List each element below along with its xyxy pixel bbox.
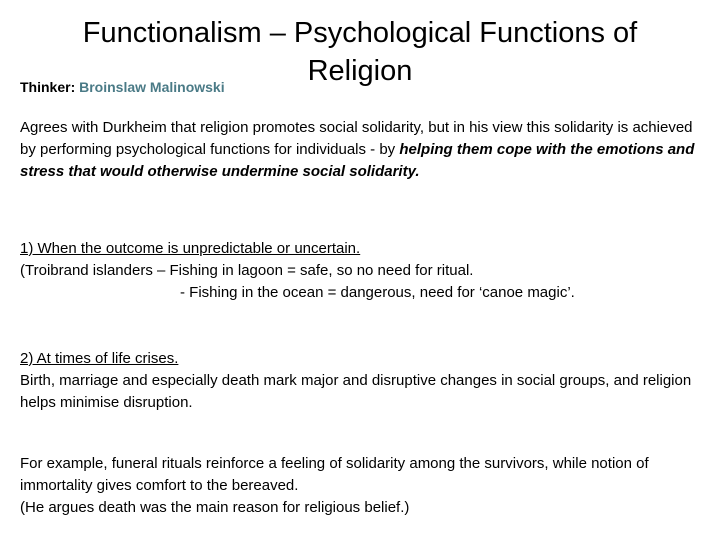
- intro-emphasis-text: helping them cope with the emotions and stress that would otherwise undermine social solidarity.: [20, 141, 695, 180]
- section-life-crises: [20, 348, 700, 414]
- section2-text: Birth, marriage and especially death mark major and disruptive changes in social groups, and religion helps minimise disruption.: [20, 372, 692, 411]
- intro-paragraph: [20, 117, 700, 183]
- section-example: [20, 453, 700, 519]
- section1-line1: (Troibrand islanders – Fishing in lagoon = safe, so no need for ritual.: [20, 262, 474, 279]
- section1-heading: 1) When the outcome is unpredictable or uncertain.: [20, 240, 361, 257]
- thinker-line: [20, 79, 225, 95]
- slide-title: Functionalism – Psychological Functions of Religion: [82, 17, 638, 87]
- section3-text: For example, funeral rituals reinforce a feeling of solidarity among the survivors, while notion of immortality gives comfort to the bereaved.: [20, 455, 649, 494]
- section1-line2: - Fishing in the ocean = dangerous, need for ‘canoe magic’.: [180, 284, 575, 301]
- thinker-name: Broinslaw Malinowski: [79, 79, 225, 95]
- intro-plain-text: Agrees with Durkheim that religion promotes social solidarity, but in his view this solidarity is achieved by performing psychological functions for individuals - by: [20, 119, 693, 158]
- section-unpredictable-outcome: [20, 238, 700, 304]
- thinker-label: Thinker:: [20, 79, 76, 95]
- section3-note: (He argues death was the main reason for religious belief.): [20, 499, 410, 516]
- section2-heading: 2) At times of life crises.: [20, 350, 179, 367]
